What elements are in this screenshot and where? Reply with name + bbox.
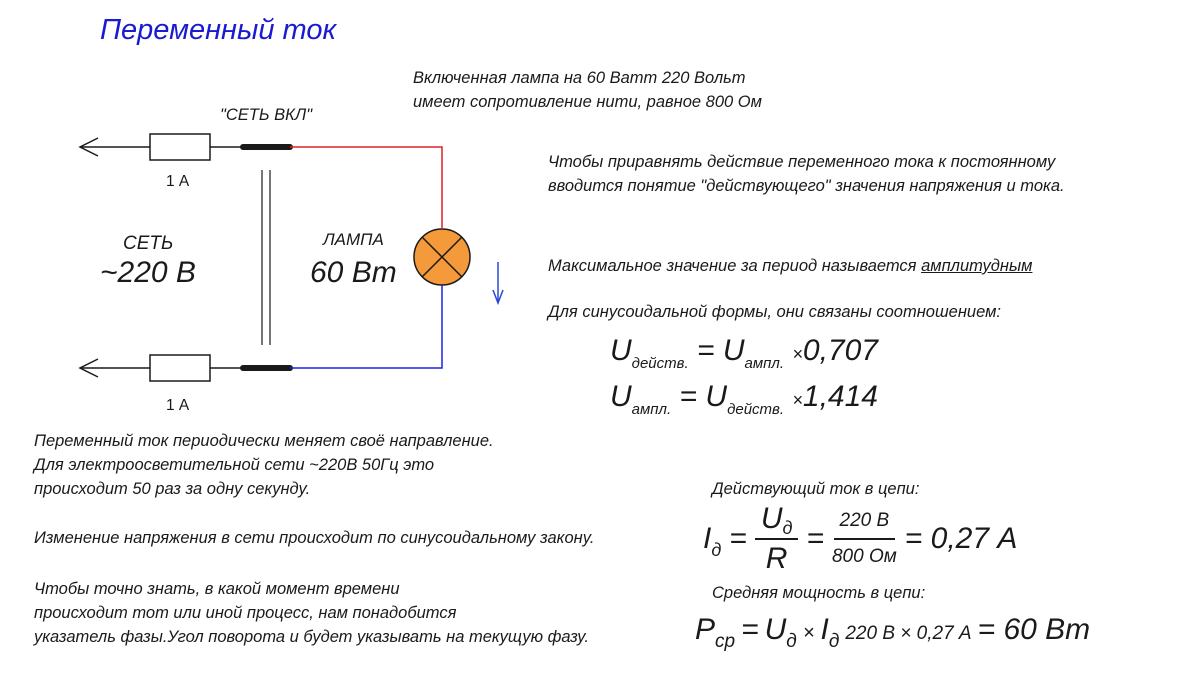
formula4-i-letter: I <box>820 613 829 646</box>
formula-amplitude <box>610 380 878 418</box>
phase-note-line2: происходит тот или иной процесс, нам понадобится <box>34 604 457 622</box>
amplitude-note-prefix: Максимальное значение за период называется <box>548 257 922 275</box>
formula4-i-sub: д <box>828 631 840 652</box>
formula1-sub-eff: действ. <box>631 355 689 372</box>
formula-effective <box>610 334 878 372</box>
direction-note-line1: Переменный ток периодически меняет своё направление. <box>34 432 494 450</box>
formula2-sub-eff: действ. <box>727 401 785 418</box>
power-heading: Средняя мощность в цепи: <box>712 584 926 602</box>
formula4-u-letter: U <box>764 613 787 646</box>
formula4-eq1: = <box>741 613 759 646</box>
live-wire <box>290 147 442 210</box>
formula4-u-sub: д <box>786 631 797 652</box>
formula3-frac-values <box>832 510 897 568</box>
formula4-p-sub: ср <box>715 631 736 652</box>
net-voltage: ~220 В <box>100 256 196 289</box>
formula3-i-letter: I <box>703 522 712 555</box>
formula1-u: U <box>610 334 632 367</box>
formula1-coef: 0,707 <box>802 334 878 367</box>
formula3-u-sub: д <box>782 518 793 538</box>
effective-note-line1: Чтобы приравнять действие переменного тока к постоянному <box>548 153 1056 171</box>
current-heading: Действующий ток в цепи: <box>712 480 920 498</box>
switch-label: "СЕТЬ ВКЛ" <box>220 106 313 124</box>
formula2-eq: = <box>679 380 698 413</box>
formula3-result: = 0,27 А <box>904 522 1018 555</box>
formula4-i <box>820 613 840 652</box>
formula2-sub-amp: ампл. <box>631 401 672 418</box>
formula-current <box>703 502 1017 576</box>
sine-relation-note: Для синусоидальной формы, они связаны соотношением: <box>548 303 1001 321</box>
formula4-u <box>764 613 797 652</box>
formula1-u2: U <box>722 334 745 367</box>
formula3-eq2: = <box>806 522 824 555</box>
lamp-power: 60 Вт <box>310 256 397 289</box>
formula4-times: × <box>802 622 815 644</box>
formula2-u: U <box>610 380 632 413</box>
fuse-top-label: 1 А <box>166 173 190 190</box>
formula1-sub-amp: ампл. <box>744 355 785 372</box>
phase-note-line3: указатель фазы.Угол поворота и будет указывать на текущую фазу. <box>34 628 590 646</box>
lamp-note-line1: Включенная лампа на 60 Ватт 220 Вольт <box>413 69 746 87</box>
formula4-values: 220 В × 0,27 А <box>845 623 972 644</box>
formula1-times: × <box>792 344 803 364</box>
lamp-note-line2: имеет сопротивление нити, равное 800 Ом <box>413 93 762 111</box>
page-title: Переменный ток <box>100 14 337 46</box>
amplitude-word: амплитудным <box>921 257 1033 275</box>
bottom-fuse <box>150 355 210 381</box>
formula3-r: R <box>765 542 788 575</box>
formula3-frac-ur <box>755 502 799 576</box>
formula3-u: U <box>760 502 783 535</box>
formula4-p <box>695 613 736 652</box>
sine-law-note: Изменение напряжения в сети происходит по синусоидальному закону. <box>34 529 595 547</box>
direction-note-line3: происходит 50 раз за одну секунду. <box>34 480 311 498</box>
neutral-wire <box>290 303 442 368</box>
formula1-eq: = <box>696 334 715 367</box>
formula4-result: = 60 Вт <box>977 613 1091 646</box>
direction-note-line2: Для электроосветительной сети ~220В 50Гц это <box>34 456 435 474</box>
formula3-i-sub: д <box>711 540 722 560</box>
formula3-num <box>755 502 799 540</box>
amplitude-note <box>548 254 1032 278</box>
formula-power <box>695 613 1091 652</box>
net-label: СЕТЬ <box>123 233 174 254</box>
formula3-ohm: 800 Ом <box>831 546 897 567</box>
formula3-eq1: = <box>729 522 747 555</box>
formula3-i <box>703 522 722 560</box>
formula2-u2: U <box>705 380 728 413</box>
top-fuse <box>150 134 210 160</box>
effective-note-line2: вводится понятие "действующего" значения напряжения и тока. <box>548 177 1065 195</box>
formula4-p-letter: P <box>695 613 716 646</box>
formula3-volt: 220 В <box>834 510 896 540</box>
formula2-times: × <box>792 390 803 410</box>
phase-note-line1: Чтобы точно знать, в какой момент времени <box>34 580 400 598</box>
lamp-label: ЛАМПА <box>323 230 384 249</box>
formula2-coef: 1,414 <box>802 380 878 413</box>
fuse-bottom-label: 1 А <box>166 397 190 414</box>
